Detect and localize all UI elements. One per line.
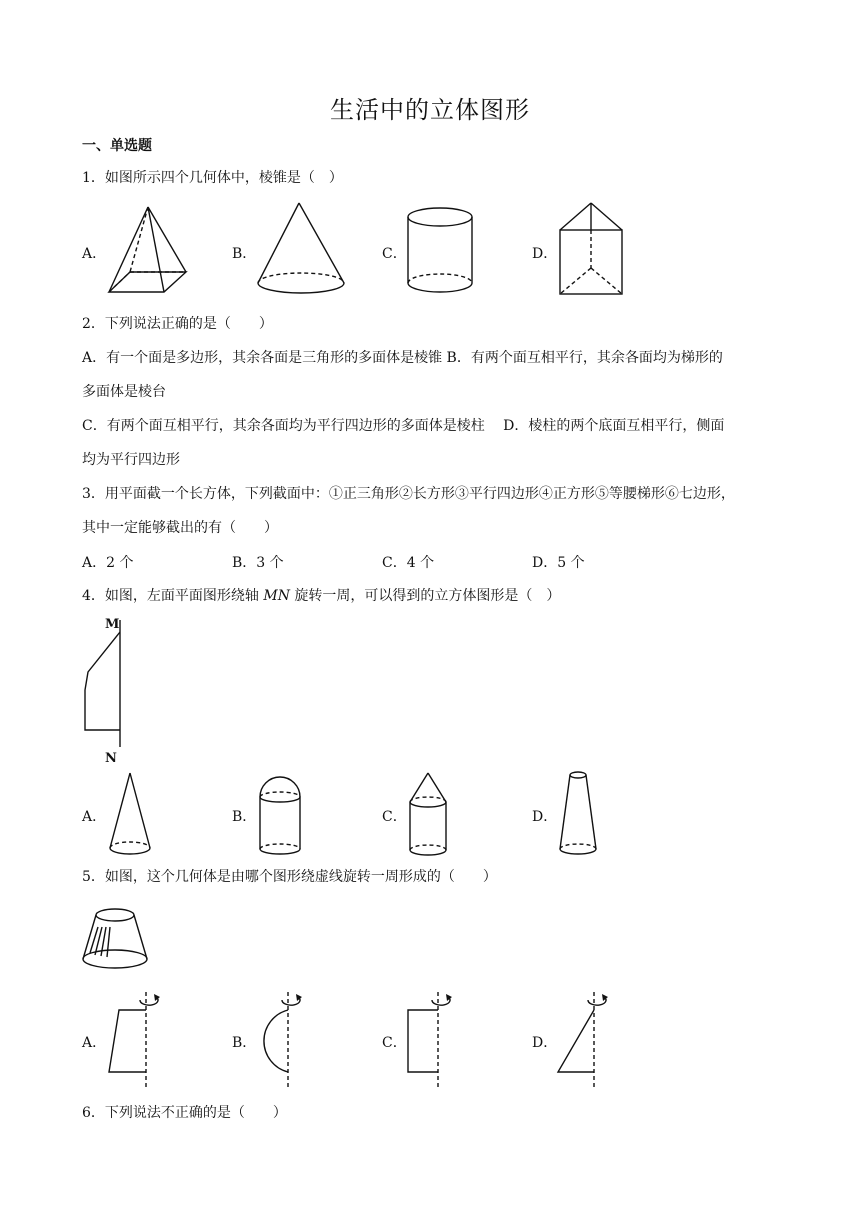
q4-hemisphere-cylinder-figure <box>255 775 307 863</box>
q4-cone-cylinder-figure <box>403 770 455 862</box>
question-2-text: 2．下列说法正确的是（ ） <box>82 316 273 332</box>
q4-frustum-figure <box>556 767 606 862</box>
cone-figure <box>255 200 350 297</box>
q3-option-b: B．3 个 <box>232 555 284 571</box>
label-n: N <box>105 751 117 766</box>
q1-option-a-label: A． <box>82 246 107 262</box>
q2-line-3: C．有两个面互相平行，其余各面均为平行四边形的多面体是棱柱 D．棱柱的两个底面互相平行，侧面 <box>82 418 725 434</box>
question-1-text: 1．如图所示四个几何体中，棱锥是（ ） <box>82 170 343 186</box>
q1-option-c-label: C． <box>382 246 407 262</box>
q2-line-1: A．有一个面是多边形，其余各面是三角形的多面体是棱锥 B．有两个面互相平行，其余各面均为梯形的 <box>82 350 723 366</box>
q3-line-2: 其中一定能够截出的有（ ） <box>82 520 278 536</box>
q5-option-c-label: C． <box>382 1035 407 1051</box>
triangular-prism-figure <box>557 200 629 298</box>
q3-line-1: 3．用平面截一个长方体，下列截面中：①正三角形②长方形③平行四边形④正方形⑤等腰梯形⑥七边形， <box>82 486 735 502</box>
lampshade-frustum-figure <box>80 903 152 975</box>
page-title: 生活中的立体图形 <box>330 96 530 124</box>
label-m: M <box>105 617 120 632</box>
q3-option-c: C．4 个 <box>382 555 435 571</box>
q4-text-before: 4．如图，左面平面图形绕轴 <box>82 588 264 604</box>
q3-option-d: D．5 个 <box>532 555 585 571</box>
question-4-text <box>82 586 782 606</box>
q4-cone-figure <box>105 768 157 860</box>
q4-axis-label: MN <box>263 588 290 604</box>
pyramid-figure <box>100 202 195 297</box>
q5-option-b-label: B． <box>232 1035 257 1051</box>
cylinder-figure <box>405 205 477 297</box>
question-5-text: 5．如图，这个几何体是由哪个图形绕虚线旋转一周形成的（ ） <box>82 869 497 885</box>
q5-rectangle-figure <box>400 990 460 1090</box>
q2-line-4: 均为平行四边形 <box>82 452 180 468</box>
plane-figure-mn <box>78 612 138 767</box>
q4-option-c-label: C． <box>382 809 407 825</box>
q4-option-b-label: B． <box>232 809 257 825</box>
q5-trapezoid-figure <box>104 990 164 1090</box>
q4-option-d-label: D． <box>532 809 558 825</box>
question-6-text: 6．下列说法不正确的是（ ） <box>82 1105 287 1121</box>
q5-option-a-label: A． <box>82 1035 107 1051</box>
q1-option-d-label: D． <box>532 246 558 262</box>
q1-option-b-label: B． <box>232 246 257 262</box>
q5-semicircle-figure <box>252 990 312 1090</box>
q5-option-d-label: D． <box>532 1035 558 1051</box>
q4-option-a-label: A． <box>82 809 107 825</box>
section-heading: 一、单选题 <box>82 138 152 154</box>
q3-option-a: A．2 个 <box>82 555 134 571</box>
q2-line-2: 多面体是棱台 <box>82 384 166 400</box>
q5-triangle-figure <box>552 990 612 1090</box>
q4-text-after: 旋转一周，可以得到的立方体图形是（ ） <box>289 588 561 604</box>
